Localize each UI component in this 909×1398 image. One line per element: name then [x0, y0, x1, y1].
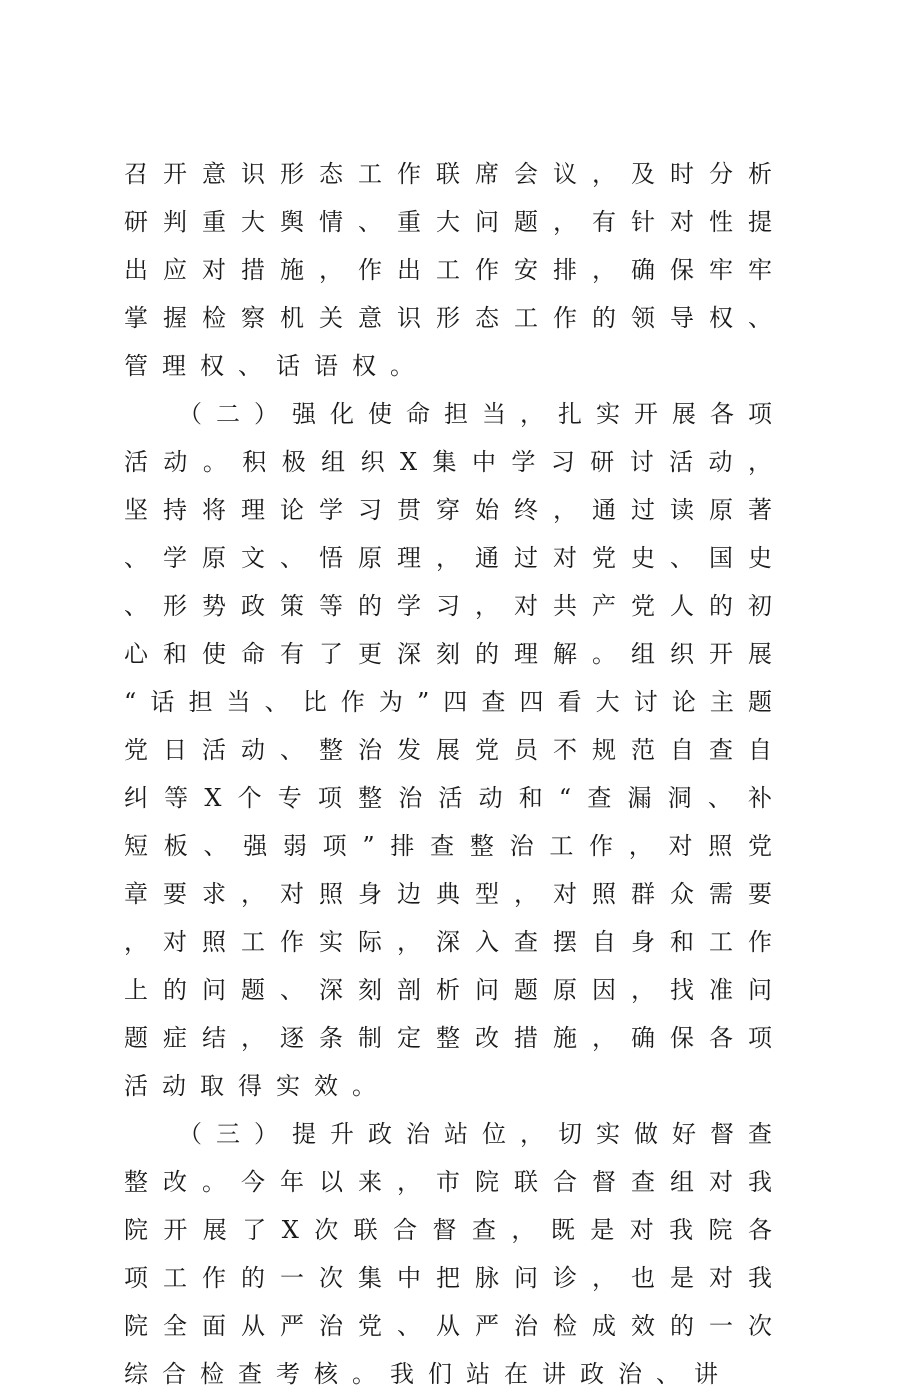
document-body	[124, 150, 786, 1398]
paragraph-continuation: 召开意识形态工作联席会议，及时分析研判重大舆情、重大问题，有针对性提出应对措施，作出工作安排，确保牢牢掌握检察机关意识形态工作的领导权、管理权、话语权。	[124, 160, 786, 380]
paragraph-section-two: （二）强化使命担当，扎实开展各项活动。积极组织X集中学习研讨活动，坚持将理论学习贯穿始终，通过读原著、学原文、悟原理，通过对党史、国史、形势政策等的学习，对共产党人的初心和使命有了更深刻的理解。组织开展“话担当、比作为”四查四看大讨论主题党日活动、整治发展党员不规范自查自纠等X个专项整治活动和“查漏洞、补短板、强弱项”排查整治工作，对照党章要求，对照身边典型，对照群众需要，对照工作实际，深入查摆自身和工作上的问题、深刻剖析问题原因，找准问题症结，逐条制定整改措施，确保各项活动取得实效。	[124, 400, 786, 1100]
paragraph-section-three: （三）提升政治站位，切实做好督查整改。今年以来，市院联合督查组对我院开展了X次联合督查，既是对我院各项工作的一次集中把脉问诊，也是对我院全面从严治党、从严治检成效的一次综合检查考核。我们站在讲政治、讲	[124, 1120, 786, 1388]
